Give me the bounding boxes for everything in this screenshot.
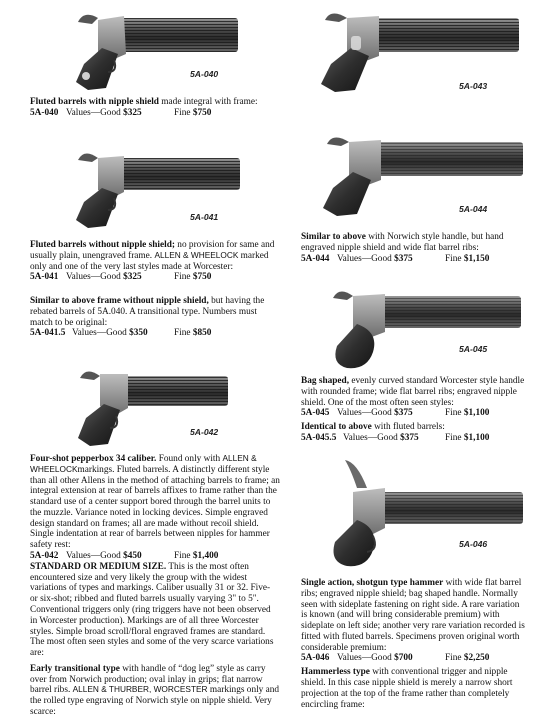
fine-label: Fine — [174, 272, 191, 283]
good-value: $350 — [129, 328, 148, 339]
entry-lead: Similar to above frame without nipple shield, — [30, 296, 209, 306]
pepperbox-5a-040-image — [62, 8, 242, 98]
entry-5a-040 — [30, 97, 280, 119]
entry-5a-046 — [301, 578, 526, 710]
model-number: 5A-044 — [301, 253, 330, 264]
fine-label: Fine — [445, 253, 462, 264]
fine-value: $750 — [192, 107, 212, 118]
fine-label: Fine — [445, 408, 462, 419]
value-row — [301, 408, 526, 419]
fine-label: Fine — [174, 107, 191, 118]
plate-label-5a-046: 5A-046 — [459, 539, 488, 549]
plate-label-5a-042: 5A-042 — [190, 427, 219, 437]
pepperbox-5a-046-image — [317, 458, 525, 574]
entry-lead: Hammerless type — [301, 667, 370, 678]
value-row — [30, 328, 280, 339]
fine-label: Fine — [174, 551, 191, 562]
fine-label: Fine — [445, 432, 462, 443]
good-value: $325 — [123, 272, 142, 283]
pepperbox-5a-042-image — [70, 364, 230, 452]
entry-text: with conventional trigger and nipple shield. In this case nipple shield is merely a narrow short projection at the top of the frame rather than completely encircling frame: — [301, 667, 513, 710]
fine-label: Fine — [174, 328, 191, 339]
entry-text: with handle of “dog leg” style as carry over from Norwich production; oval inlay in grips; flat narrow barrel ribs. — [30, 663, 266, 696]
entry-lead: Fluted barrels with nipple shield — [30, 97, 159, 107]
value-row — [301, 653, 526, 664]
section-text: This is the most often encountered size and very likely the group with the widest variations of types and markings. Caliber usually 31 or 32. Five- or six-shot; ribbed and fluted barrels usually varying 3" to 5". Conventional triggers only (ring triggers have not been observed in Worcester production). Markings are of all three Worcester styles. Simple broad scroll/floral engraved frames are standard. The most often seen styles and some of the very scarce variations are: — [30, 561, 274, 659]
maker-mark: ALLEN & WHEELOCK — [154, 249, 239, 260]
value-row — [30, 108, 280, 119]
entry-lead: Early transitional type — [30, 663, 120, 674]
entry-text: no provision for same and usually plain, unengraved frame. — [30, 240, 275, 261]
entry-text: made integral with frame: — [158, 97, 258, 107]
good-value: $375 — [400, 432, 419, 443]
values-label: Values—Good — [337, 653, 392, 664]
fine-value: $1,100 — [463, 408, 490, 419]
values-label: Values—Good — [66, 272, 121, 283]
entry-5a-042 — [30, 454, 280, 718]
plate-label-5a-045: 5A-045 — [459, 344, 488, 354]
fine-value: $850 — [192, 328, 212, 339]
plate-label-5a-044: 5A-044 — [459, 204, 488, 214]
values-label: Values—Good — [343, 432, 398, 443]
entry-text: evenly curved standard Worcester style handle with rounded frame; wide flat barrel ribs; engraved nipple shield. One of the most often seen styles: — [301, 376, 525, 408]
entry-text: with wide flat barrel ribs; engraved nipple shield; bag shaped handle. Normally seen with sideplate fastening on right side. A rare variation is known (and will bring considerable premium) with sideplate on left side; another very rare variation recorded is fitted with fluted barrels. Specimens proven original worth considerable premium: — [301, 578, 525, 653]
good-value: $325 — [123, 107, 142, 118]
entry-5a-041 — [30, 240, 280, 283]
maker-mark: ALLEN & WHEELOCK — [30, 453, 257, 474]
fine-label: Fine — [445, 653, 462, 664]
good-value: $375 — [394, 253, 413, 264]
entry-lead: Bag shaped, — [301, 376, 350, 386]
maker-mark: ALLEN & THURBER, WORCESTER — [72, 684, 208, 695]
value-row — [30, 272, 280, 283]
entry-lead: Four-shot pepperbox 34 caliber. — [30, 454, 157, 464]
model-number: 5A-046 — [301, 653, 330, 664]
fine-value: $1,400 — [192, 551, 219, 562]
fine-value: $750 — [192, 272, 212, 283]
plate-label-5a-043: 5A-043 — [459, 81, 488, 91]
entry-5a-041-5 — [30, 296, 280, 339]
pepperbox-5a-043-image — [311, 6, 521, 100]
plate-label-5a-041: 5A-041 — [190, 212, 219, 222]
pepperbox-5a-045-image — [323, 282, 523, 376]
model-number: 5A-040 — [30, 107, 59, 118]
model-number: 5A-041 — [30, 272, 59, 283]
model-number: 5A-042 — [30, 551, 59, 562]
value-row — [301, 254, 526, 265]
entry-text: with Norwich style handle, but hand engraved nipple shield and wide flat barrel ribs: — [301, 232, 504, 253]
entry-text: but having the rebated barrels of 5A.040. A transitional type. Numbers must match to be original: — [30, 296, 265, 328]
model-number: 5A-045 — [301, 408, 330, 419]
fine-value: $2,250 — [463, 653, 490, 664]
model-number: 5A-041.5 — [30, 328, 66, 339]
entry-lead: Identical to above — [301, 422, 372, 433]
fine-value: $1,100 — [463, 432, 490, 443]
good-value: $450 — [123, 551, 142, 562]
good-value: $375 — [394, 408, 413, 419]
entry-5a-045 — [301, 376, 526, 444]
plate-label-5a-040: 5A-040 — [190, 69, 219, 79]
good-value: $700 — [394, 653, 413, 664]
entry-lead: Similar to above — [301, 232, 366, 242]
fine-value: $1,150 — [463, 253, 490, 264]
entry-text: markings only and the rolled type engraving of Norwich style on nipple shield. Very scarce: — [30, 685, 280, 717]
entry-text: marked only and one of the very last styles made at Worcester: — [30, 250, 269, 272]
entry-text: with fluted barrels: — [371, 422, 445, 433]
pepperbox-5a-044-image — [315, 130, 525, 224]
entry-lead: Fluted barrels without nipple shield; — [30, 240, 175, 250]
values-label: Values—Good — [72, 328, 127, 339]
model-number: 5A-045.5 — [301, 432, 337, 443]
values-label: Values—Good — [337, 408, 392, 419]
entry-text: Found only with — [156, 454, 223, 464]
value-row — [30, 551, 280, 562]
entry-text: markings. Fluted barrels. A distinctly different style than all other Allens in the method of attaching barrels to frame; an integral extension at rear of barrels affixes to frame rather than the standard use of a center support bored through the barrel units to the muzzle. Variance noted in locking devices. Simple engraved design standard on frames; all are made without recoil shield. Single indentation at rear of barrels between nipples for hammer safety rest: — [30, 464, 280, 551]
values-label: Values—Good — [66, 551, 121, 562]
value-row — [301, 433, 526, 444]
section-heading: STANDARD OR MEDIUM SIZE. — [30, 561, 167, 572]
values-label: Values—Good — [337, 253, 392, 264]
entry-5a-044 — [301, 232, 526, 264]
values-label: Values—Good — [66, 107, 121, 118]
entry-lead: Single action, shotgun type hammer — [301, 578, 444, 588]
